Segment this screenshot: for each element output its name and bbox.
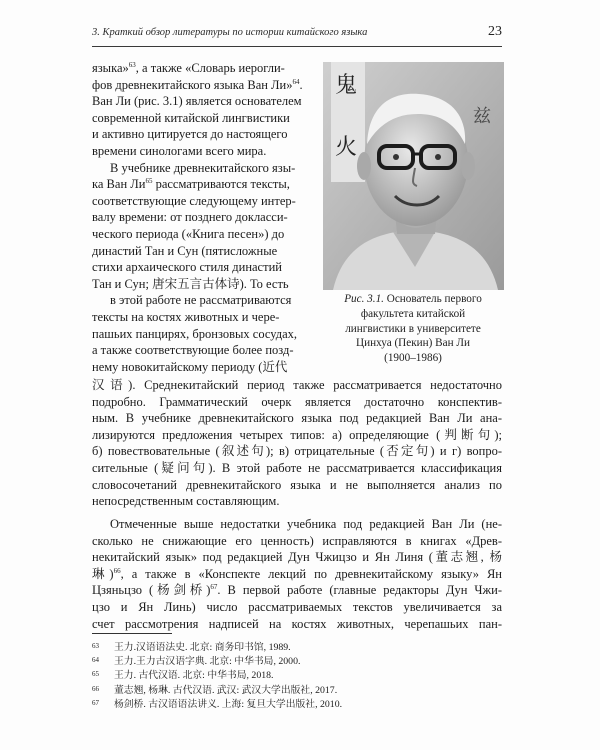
text-line [92,193,320,210]
footnote-ref: 64 [292,77,300,86]
line-text: сколько не снижающие его ценность) исправляются в книгах «Древ- [92,533,502,548]
line-text: . [299,77,303,92]
text-line [92,226,320,243]
text-line [92,493,502,510]
svg-text:火: 火 [335,135,358,160]
line-text: сительные (疑问句). В этой работе не рассматривается классификация [92,460,502,475]
line-text: и активно цитируется до настоящего [92,127,288,142]
line-text: Цзяньцзо (杨剑桥) [92,583,211,598]
line-text: . В первой работе (главные редакторы Дун Чжи- [217,583,503,598]
text-line [92,377,502,394]
running-title: 3. Краткий обзор литературы по истории китайского языка [92,27,368,38]
text-line [92,410,502,427]
paragraph-2 [92,516,502,632]
footnote-item [92,640,502,654]
page-number: 23 [488,24,502,39]
text-line [92,143,320,160]
line-text: , а также «Словарь иерогли- [135,61,285,75]
line-text: 琳) [92,566,114,581]
line-text: некитайский язык» под редакцией Дун Чжицзо и Ян Линя (董志翘, 杨 [92,550,502,565]
footnote-item [92,697,502,711]
figure-caption [318,292,508,366]
line-text: ка Ван Ли [92,177,146,192]
line-text: валу времени: от позднего докласси- [92,210,288,225]
footnote-item [92,683,502,697]
text-line [92,93,320,110]
footnote-ref: 66 [113,566,121,575]
text-line [92,427,502,444]
figure-label: Рис. 3.1. [344,293,384,305]
footnote-item [92,668,502,682]
line-text: рассматриваются тексты, [152,177,290,192]
svg-text:鬼: 鬼 [335,73,358,98]
footnote-text: 杨剑桥. 古汉语语法讲义. 上海: 复旦大学出版社, 2010. [114,698,343,710]
portrait-photo [323,62,504,290]
text-line [92,566,502,583]
line-text: подробно. Грамматический очерк является достаточно конспектив- [92,394,502,409]
line-text: , а также в «Конспекте лекций по древнекитайскому языку» Ян [120,566,503,581]
page-header [92,24,502,47]
line-text: б) повествовательные (叙述句); в) отрицательные (否定句) и г) вопро- [92,444,502,459]
text-line [92,60,320,77]
text-line [92,359,320,376]
line-text: непосредственным составляющим. [92,494,280,509]
footnote-number: 67 [92,698,99,707]
line-text: счет рассмотрения надписей на костях животных, черепашьих пан- [92,616,502,631]
line-text: тексты на костях животных и чере- [92,309,280,324]
text-line [92,176,320,193]
footnotes [92,640,502,711]
line-text: лизируются предложения четырех типов: а) определяющие (判断句); [92,427,502,442]
footnote-ref: 63 [128,60,136,69]
line-text: языка» [92,61,129,75]
text-line [92,599,502,616]
text-line [92,533,502,550]
text-line [92,309,320,326]
svg-text:兹: 兹 [473,106,491,127]
line-text: фов древнекитайского языка Ван Ли» [92,77,293,92]
text-line [92,516,502,533]
text-line [92,259,320,276]
footnote-number: 66 [92,684,99,693]
line-text: соответствующие следующему интер- [92,193,296,208]
text-line [92,342,320,359]
text-column-full [92,377,502,510]
line-text: ческого периода («Книга песен») до [92,226,285,241]
text-line [92,582,502,599]
caption-line: (1900–1986) [384,352,442,365]
line-text: В учебнике древнекитайского язы- [110,160,296,175]
text-line [92,292,320,309]
line-text: а также соответствующие более позд- [92,343,294,358]
line-text: Тан и Сун; 唐宋五言古体诗). То есть [92,276,289,291]
line-text: 汉语). Среднекитайский период также рассматривается недостаточно [92,378,502,392]
text-line [92,110,320,127]
text-line [92,126,320,143]
text-line [92,276,320,293]
text-column-left [92,60,320,375]
footnote-text: 王力.王力古汉语字典. 北京: 中华书局, 2000. [114,656,301,668]
footnote-text: 王力. 古代汉语. 北京: 中华书局, 2018. [114,670,274,682]
text-line [92,443,502,460]
line-text: в этой работе не рассматриваются [110,293,292,308]
caption-line: лингвистики в университете [345,322,481,335]
footnote-ref: 65 [145,177,153,185]
footnote-number: 65 [92,670,99,679]
footnote-ref: 67 [210,583,218,592]
text-line [92,77,320,94]
line-text: современной китайской лингвистики [92,110,290,125]
line-text: Ван Ли (рис. 3.1) является основателем [92,94,302,109]
footnote-item [92,654,502,668]
line-text: ным. В учебнике древнекитайского языка под редакцией Ван Ли ана- [92,411,502,426]
text-line [92,477,502,494]
caption-line: факультета китайской [360,307,466,320]
line-text: цзо и Ян Линь) число рассматриваемых текстов увеличивается за [92,599,502,614]
caption-line: Основатель первого [383,293,482,305]
line-text: словосочетаний древнекитайского языка и не выполняется анализ по [92,477,502,492]
footnote-text: 董志翘, 杨琳. 古代汉语. 武汉: 武汉大学出版社, 2017. [114,684,338,696]
line-text: нему новокитайскому периоду (近代 [92,359,288,374]
text-line [92,243,320,260]
caption-line: Цинхуа (Пекин) Ван Ли [356,337,470,350]
text-line [92,394,502,411]
footnote-number: 63 [92,642,99,650]
text-line [92,460,502,477]
line-text: пашьих панцирях, бронзовых сосудах, [92,326,298,341]
line-text: стихи архаического стиля династий [92,260,282,275]
text-line [92,326,320,343]
footnote-divider [92,633,172,634]
portrait-image [323,62,504,290]
footnote-text: 王力.汉语语法史. 北京: 商务印书馆, 1989. [114,642,291,653]
text-line [92,160,320,177]
text-line [92,549,502,566]
line-text: Отмеченные выше недостатки учебника под редакцией Ван Ли (не- [110,517,502,531]
footnote-number: 64 [92,656,99,665]
text-line [92,209,320,226]
line-text: времени синологами всего мира. [92,143,267,158]
text-line [92,616,502,633]
line-text: династий Тан и Сун (пятисложные [92,243,278,258]
